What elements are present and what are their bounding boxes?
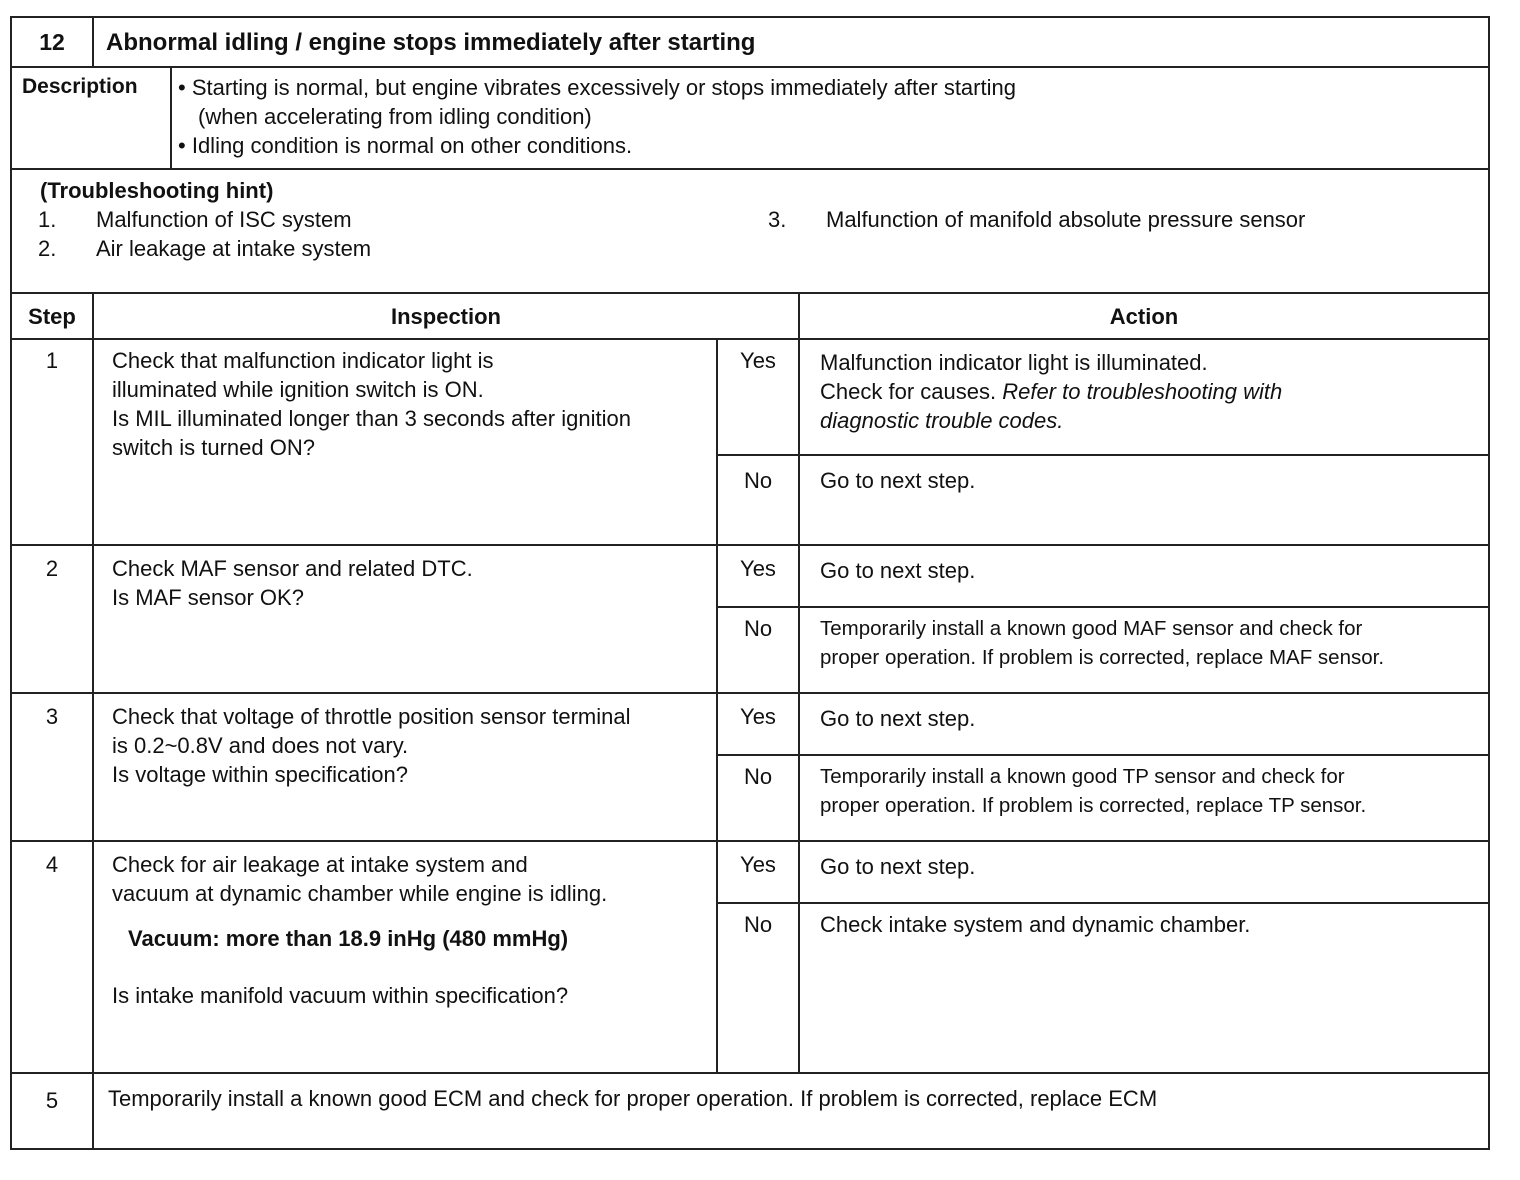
no-action: Temporarily install a known good MAF sensor and check for proper operation. If problem is corrected, replace MAF sensor. bbox=[799, 607, 1489, 693]
bullet-icon: • bbox=[178, 75, 192, 100]
column-header-inspection: Inspection bbox=[93, 293, 799, 339]
step-inspection: Check that malfunction indicator light is illuminated while ignition switch is ON. Is MIL illuminated longer than 3 seconds after ignition switch is turned ON? bbox=[93, 339, 717, 545]
yes-action: Go to next step. bbox=[799, 545, 1489, 607]
step-row bbox=[11, 841, 1489, 903]
no-action: Go to next step. bbox=[799, 455, 1489, 545]
hint-item: 3. Malfunction of manifold absolute pressure sensor bbox=[768, 207, 1306, 232]
description-bullet: • Starting is normal, but engine vibrates excessively or stops immediately after starting (when accelerating from idling condition) bbox=[178, 75, 1016, 129]
final-step-text: Temporarily install a known good ECM and check for proper operation. If problem is corrected, replace ECM bbox=[93, 1073, 1489, 1149]
no-label: No bbox=[717, 455, 799, 545]
bullet-icon: • bbox=[178, 133, 192, 158]
hint-item: 1. Malfunction of ISC system bbox=[38, 207, 352, 232]
step-number: 3 bbox=[11, 693, 93, 841]
vacuum-spec: Vacuum: more than 18.9 inHg (480 mmHg) bbox=[128, 926, 569, 951]
step-row bbox=[11, 693, 1489, 755]
step-inspection: Check for air leakage at intake system and vacuum at dynamic chamber while engine is idling. Vacuum: more than 18.9 inHg (480 mmHg) Is intake manifold vacuum within specification? bbox=[93, 841, 717, 1073]
step-number: 1 bbox=[11, 339, 93, 545]
description-bullet: • Idling condition is normal on other conditions. bbox=[178, 133, 633, 158]
yes-label: Yes bbox=[717, 693, 799, 755]
no-action: Check intake system and dynamic chamber. bbox=[799, 903, 1489, 1073]
step-inspection: Check that voltage of throttle position sensor terminal is 0.2~0.8V and does not vary. Is voltage within specification? bbox=[93, 693, 717, 841]
step-inspection: Check MAF sensor and related DTC. Is MAF sensor OK? bbox=[93, 545, 717, 693]
yes-label: Yes bbox=[717, 545, 799, 607]
section-title: Abnormal idling / engine stops immediately after starting bbox=[93, 17, 1489, 67]
step-number: 2 bbox=[11, 545, 93, 693]
no-label: No bbox=[717, 755, 799, 841]
no-action: Temporarily install a known good TP sensor and check for proper operation. If problem is corrected, replace TP sensor. bbox=[799, 755, 1489, 841]
yes-label: Yes bbox=[717, 841, 799, 903]
step-number: 4 bbox=[11, 841, 93, 1073]
step-row bbox=[11, 1073, 1489, 1149]
troubleshooting-hint bbox=[11, 169, 1489, 293]
step-row bbox=[11, 339, 1489, 455]
description-content bbox=[171, 67, 1489, 169]
hint-list bbox=[38, 205, 1488, 263]
no-label: No bbox=[717, 903, 799, 1073]
column-header-action: Action bbox=[799, 293, 1489, 339]
column-header-step: Step bbox=[11, 293, 93, 339]
hint-item: 2. Air leakage at intake system bbox=[38, 236, 372, 261]
step-number: 5 bbox=[11, 1073, 93, 1149]
troubleshooting-table bbox=[10, 16, 1490, 1150]
yes-label: Yes bbox=[717, 339, 799, 455]
yes-action: Go to next step. bbox=[799, 693, 1489, 755]
yes-action: Malfunction indicator light is illuminated. Check for causes. Refer to troubleshooting with diagnostic trouble codes. bbox=[799, 339, 1489, 455]
section-number: 12 bbox=[11, 17, 93, 67]
yes-action: Go to next step. bbox=[799, 841, 1489, 903]
troubleshooting-document bbox=[10, 16, 1488, 1150]
step-row bbox=[11, 545, 1489, 607]
description-label: Description bbox=[11, 67, 171, 169]
hint-title: (Troubleshooting hint) bbox=[40, 178, 274, 203]
no-label: No bbox=[717, 607, 799, 693]
